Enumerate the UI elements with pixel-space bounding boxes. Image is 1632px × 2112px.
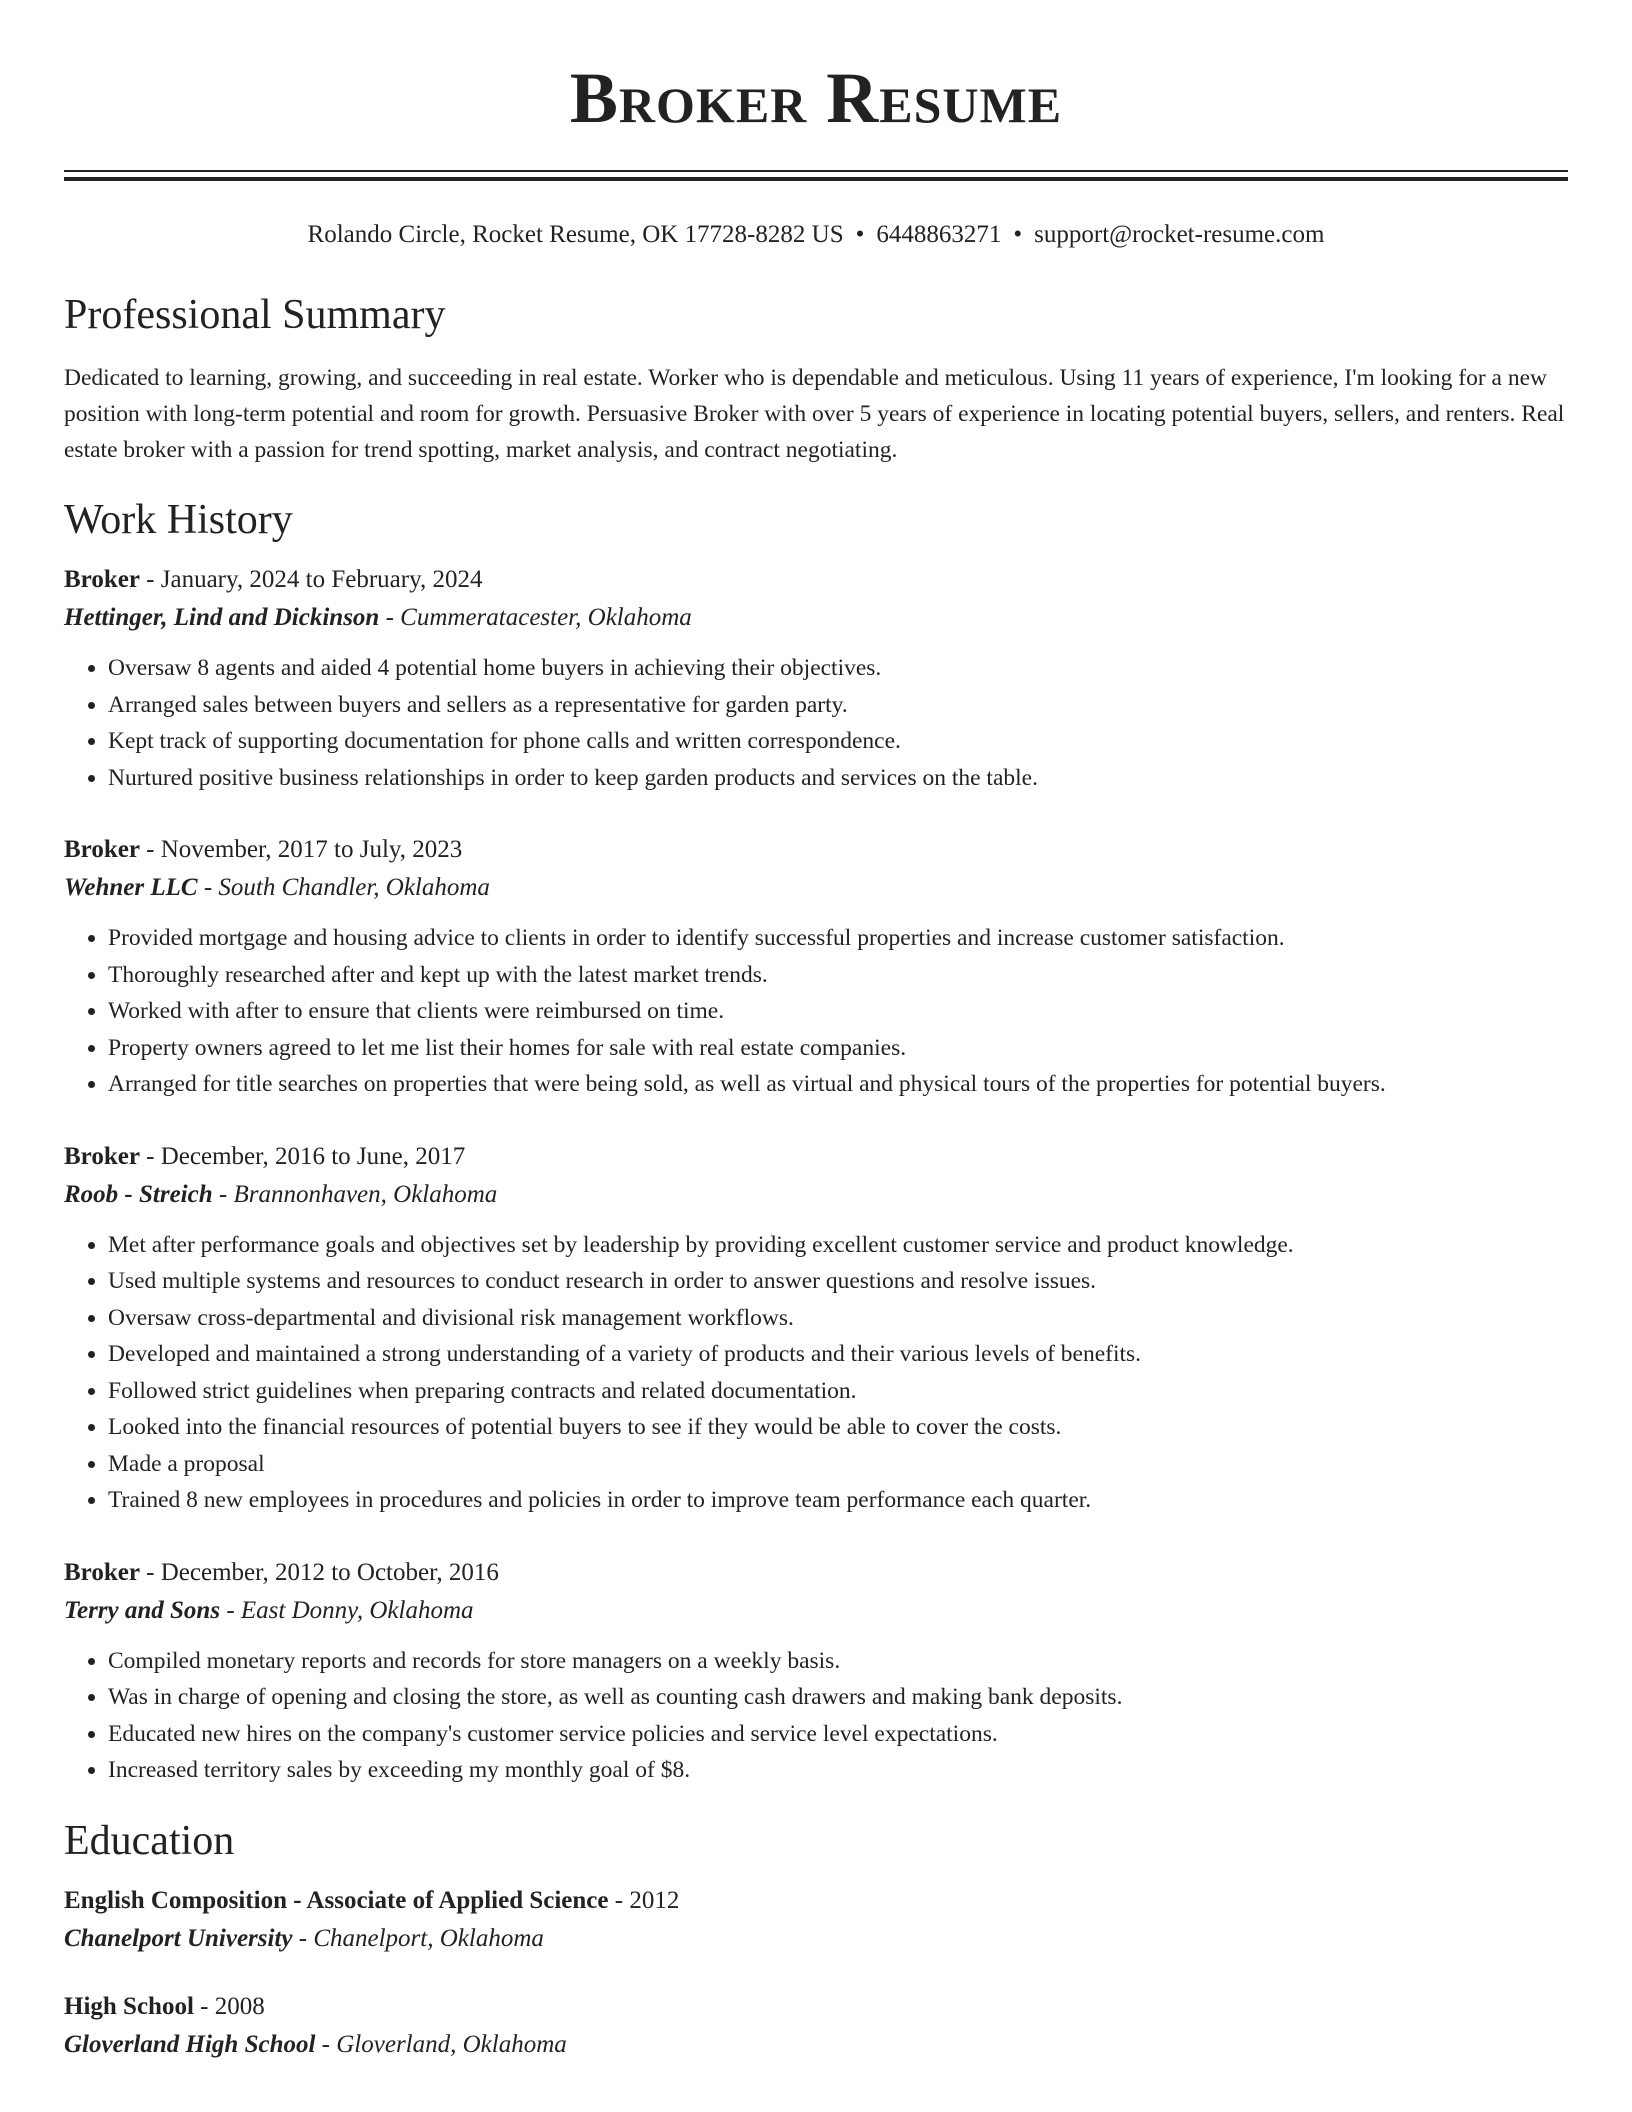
job-duties (64, 920, 1568, 1103)
job-entry (64, 562, 1568, 796)
job-duty-item: • Increased territory sales by exceeding my monthly goal of $8. (108, 1752, 1568, 1789)
job-company: Terry and Sons (64, 1596, 221, 1624)
job-duty-item: • Followed strict guidelines when preparing contracts and related documentation. (108, 1373, 1568, 1410)
job-company: Hettinger, Lind and Dickinson (64, 604, 380, 631)
education-year: - 2008 (193, 1992, 265, 2020)
job-header (64, 1139, 1568, 1175)
job-employer (64, 598, 1568, 638)
job-duty-item: • Thoroughly researched after and kept up with the latest market trends. (108, 957, 1568, 994)
education-institution (64, 2025, 1568, 2065)
job-header (64, 832, 1568, 868)
contact-separator: • (855, 221, 865, 248)
job-role: Broker (64, 566, 140, 593)
education-list (64, 1883, 1568, 2065)
education-header (64, 1883, 1568, 1919)
job-duty-item: • Met after performance goals and objectives set by leadership by providing excellent customer service and product knowledge. (108, 1227, 1568, 1264)
job-dates: - December, 2016 to June, 2017 (139, 1142, 466, 1170)
education-heading: Education (64, 1817, 235, 1864)
job-company: Wehner LLC (64, 874, 198, 901)
divider-thin-line (64, 170, 1568, 172)
job-duty-item: • Oversaw 8 agents and aided 4 potential home buyers in achieving their objectives. (108, 650, 1568, 687)
education-degree: High School (64, 1992, 194, 2020)
work-history-list (64, 562, 1568, 1789)
job-duty-item: • Educated new hires on the company's customer service policies and service level expectations. (108, 1716, 1568, 1753)
job-duty-item: • Worked with after to ensure that clients were reimbursed on time. (108, 993, 1568, 1030)
job-duty-item: • Made a proposal (108, 1446, 1568, 1483)
education-entry (64, 1883, 1568, 1959)
contact-address: Rolando Circle, Rocket Resume, OK 17728-8282 US (307, 221, 844, 248)
job-duties (64, 650, 1568, 796)
job-location: - Cummeratacester, Oklahoma (379, 604, 692, 631)
job-duty-item: • Kept track of supporting documentation for phone calls and written correspondence. (108, 723, 1568, 760)
job-duty-item: • Oversaw cross-departmental and divisional risk management workflows. (108, 1300, 1568, 1337)
education-header (64, 1989, 1568, 2025)
divider-thick-line (64, 177, 1568, 181)
job-employer (64, 1175, 1568, 1215)
education-school: Chanelport University (64, 1924, 293, 1952)
job-duties (64, 1643, 1568, 1789)
job-duty-item: • Provided mortgage and housing advice to clients in order to identify successful properties and increase customer satisfaction. (108, 920, 1568, 957)
title-divider (64, 170, 1568, 181)
education-institution (64, 1919, 1568, 1959)
education-school: Gloverland High School (64, 2030, 316, 2058)
job-dates: - November, 2017 to July, 2023 (139, 836, 463, 863)
job-duty-item: • Arranged for title searches on properties that were being sold, as well as virtual and physical tours of the properties for potential buyers. (108, 1066, 1568, 1103)
job-duties (64, 1227, 1568, 1519)
job-location: - East Donny, Oklahoma (220, 1596, 474, 1624)
contact-email: support@rocket-resume.com (1034, 221, 1325, 248)
contact-line (64, 219, 1568, 251)
job-duty-item: • Was in charge of opening and closing the store, as well as counting cash drawers and making bank deposits. (108, 1679, 1568, 1716)
job-entry (64, 832, 1568, 1103)
job-duty-item: • Trained 8 new employees in procedures and policies in order to improve team performance each quarter. (108, 1482, 1568, 1519)
job-entry (64, 1139, 1568, 1519)
job-entry (64, 1555, 1568, 1789)
job-duty-item: • Nurtured positive business relationships in order to keep garden products and services on the table. (108, 760, 1568, 797)
education-degree: English Composition - Associate of Applied Science (64, 1886, 609, 1914)
summary-text: Dedicated to learning, growing, and succeeding in real estate. Worker who is dependable and meticulous. Using 11 years of experience, I'm looking for a new position with long-term potential and room for growth. Persuasive Broker with over 5 years of experience in locating potential buyers, sellers, and renters. Real estate broker with a passion for trend spotting, market analysis, and contract negotiating. (64, 365, 1565, 463)
job-dates: - December, 2012 to October, 2016 (139, 1558, 499, 1586)
job-duty-item: • Looked into the financial resources of potential buyers to see if they would be able to cover the costs. (108, 1409, 1568, 1446)
education-location: - Chanelport, Oklahoma (292, 1924, 544, 1952)
resume-title: Broker Resume (569, 58, 1063, 138)
job-duty-item: • Compiled monetary reports and records for store managers on a weekly basis. (108, 1643, 1568, 1680)
job-duty-item: • Used multiple systems and resources to conduct research in order to answer questions and resolve issues. (108, 1263, 1568, 1300)
job-company: Roob - Streich (64, 1180, 213, 1208)
job-header (64, 562, 1568, 598)
job-role: Broker (64, 1142, 140, 1170)
education-year: - 2012 (608, 1886, 680, 1914)
work-history-heading: Work History (64, 497, 293, 543)
job-employer (64, 868, 1568, 908)
job-duty-item: • Developed and maintained a strong understanding of a variety of products and their various levels of benefits. (108, 1336, 1568, 1373)
job-location: - Brannonhaven, Oklahoma (212, 1180, 498, 1208)
education-location: - Gloverland, Oklahoma (315, 2030, 567, 2058)
job-employer (64, 1591, 1568, 1631)
summary-heading: Professional Summary (64, 292, 446, 338)
job-dates: - January, 2024 to February, 2024 (139, 566, 483, 593)
job-location: - South Chandler, Oklahoma (197, 874, 490, 901)
job-role: Broker (64, 836, 140, 863)
job-header (64, 1555, 1568, 1591)
education-entry (64, 1989, 1568, 2065)
job-duty-item: • Property owners agreed to let me list their homes for sale with real estate companies. (108, 1030, 1568, 1067)
contact-phone: 6448863271 (876, 221, 1002, 248)
job-role: Broker (64, 1558, 140, 1586)
contact-separator: • (1013, 221, 1023, 248)
job-duty-item: • Arranged sales between buyers and sellers as a representative for garden party. (108, 687, 1568, 724)
